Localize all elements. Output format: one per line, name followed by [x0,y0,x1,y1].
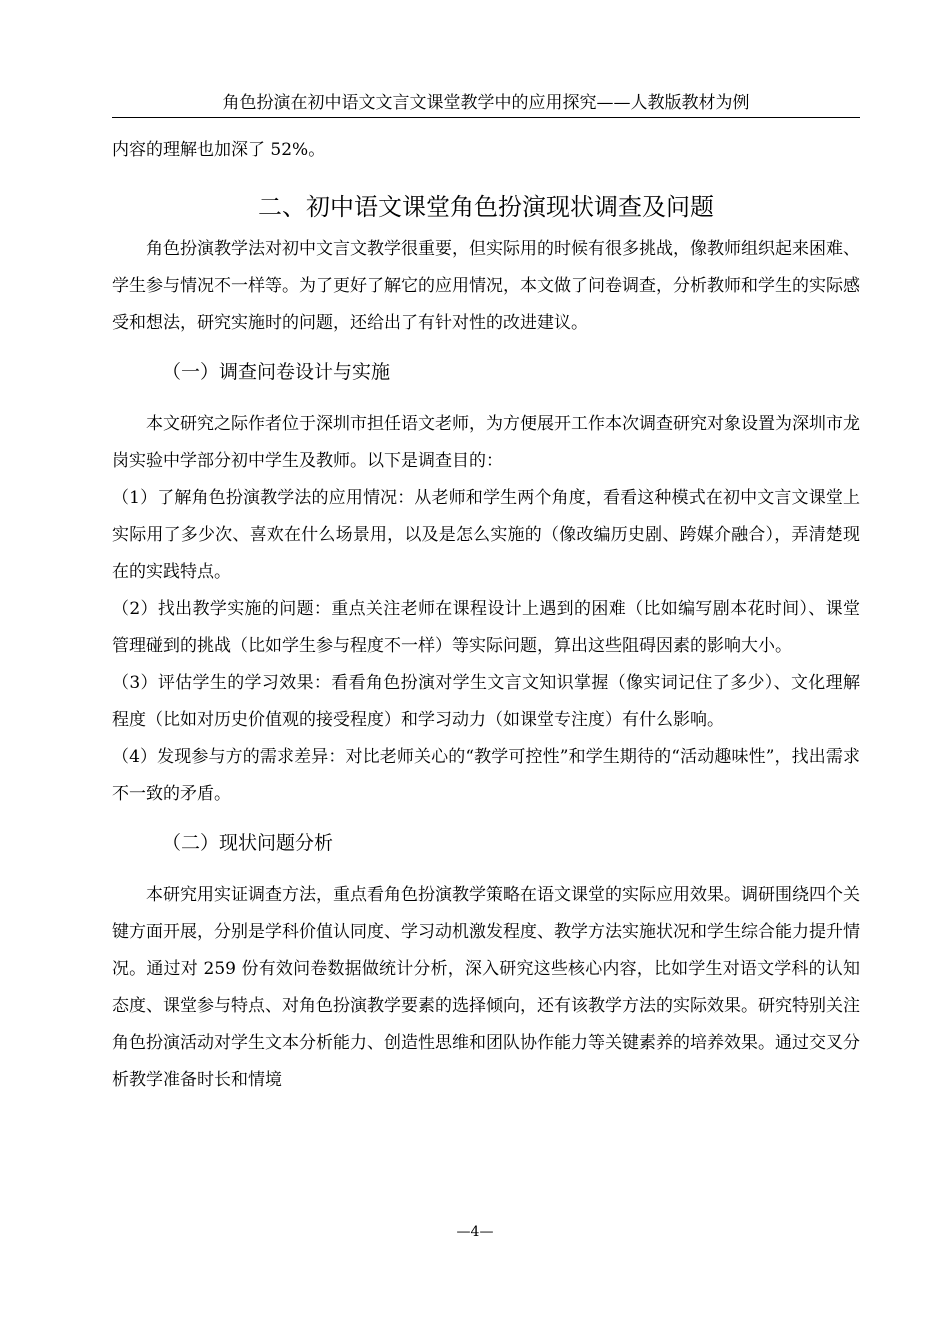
header-rule [112,117,860,118]
list-item: （1）了解角色扮演教学法的应用情况：从老师和学生两个角度，看看这种模式在初中文言文课堂上实际用了多少次、喜欢在什么场景用，以及是怎么实施的（像改编历史剧、跨媒介融合），弄清楚现在的实践特点。 [112,488,860,582]
subsection-2-paragraph: 本研究用实证调查方法，重点看角色扮演教学策略在语文课堂的实际应用效果。调研围绕四个关键方面开展，分别是学科价值认同度、学习动机激发程度、教学方法实施状况和学生综合能力提升情况。通过对 259 份有效问卷数据做统计分析，深入研究这些核心内容，比如学生对语文学科的认知态度、课堂参与特点、对角色扮演教学要素的选择倾向，还有该教学方法的实际效果。研究特别关注角色扮演活动对学生文本分析能力、创造性思维和团队协作能力等关键素养的培养效果。通过交叉分析教学准备时长和情境 [112,885,860,1090]
intro-line: 内容的理解也加深了 52%。 [112,140,326,160]
subsection-heading-1: （一）调查问卷设计与实施 [162,361,391,383]
subsection-heading-2: （二）现状问题分析 [162,832,334,854]
section-heading: 二、初中语文课堂角色扮演现状调查及问题 [258,193,714,221]
page-body [112,132,860,1099]
subsection-1-paragraph: 本文研究之际作者位于深圳市担任语文老师，为方便展开工作本次调查研究对象设置为深圳市龙岗实验中学部分初中学生及教师。以下是调查目的： [112,414,860,471]
list-item: （3）评估学生的学习效果：看看角色扮演对学生文言文知识掌握（像实词记住了多少）、文化理解程度（比如对历史价值观的接受程度）和学习动力（如课堂专注度）有什么影响。 [112,673,860,730]
list-item: （4）发现参与方的需求差异：对比老师关心的“教学可控性”和学生期待的“活动趣味性”，找出需求不一致的矛盾。 [112,747,860,804]
list-item: （2）找出教学实施的问题：重点关注老师在课程设计上遇到的困难（比如编写剧本花时间）、课堂管理碰到的挑战（比如学生参与程度不一样）等实际问题，算出这些阻碍因素的影响大小。 [112,599,860,656]
running-header: 角色扮演在初中语文文言文课堂教学中的应用探究——人教版教材为例 [222,93,750,113]
section-paragraph: 角色扮演教学法对初中文言文教学很重要，但实际用的时候有很多挑战，像教师组织起来困难、学生参与情况不一样等。为了更好了解它的应用情况，本文做了问卷调查，分析教师和学生的实际感受和想法，研究实施时的问题，还给出了有针对性的改进建议。 [112,239,860,333]
page-number: —4— [456,1224,494,1240]
